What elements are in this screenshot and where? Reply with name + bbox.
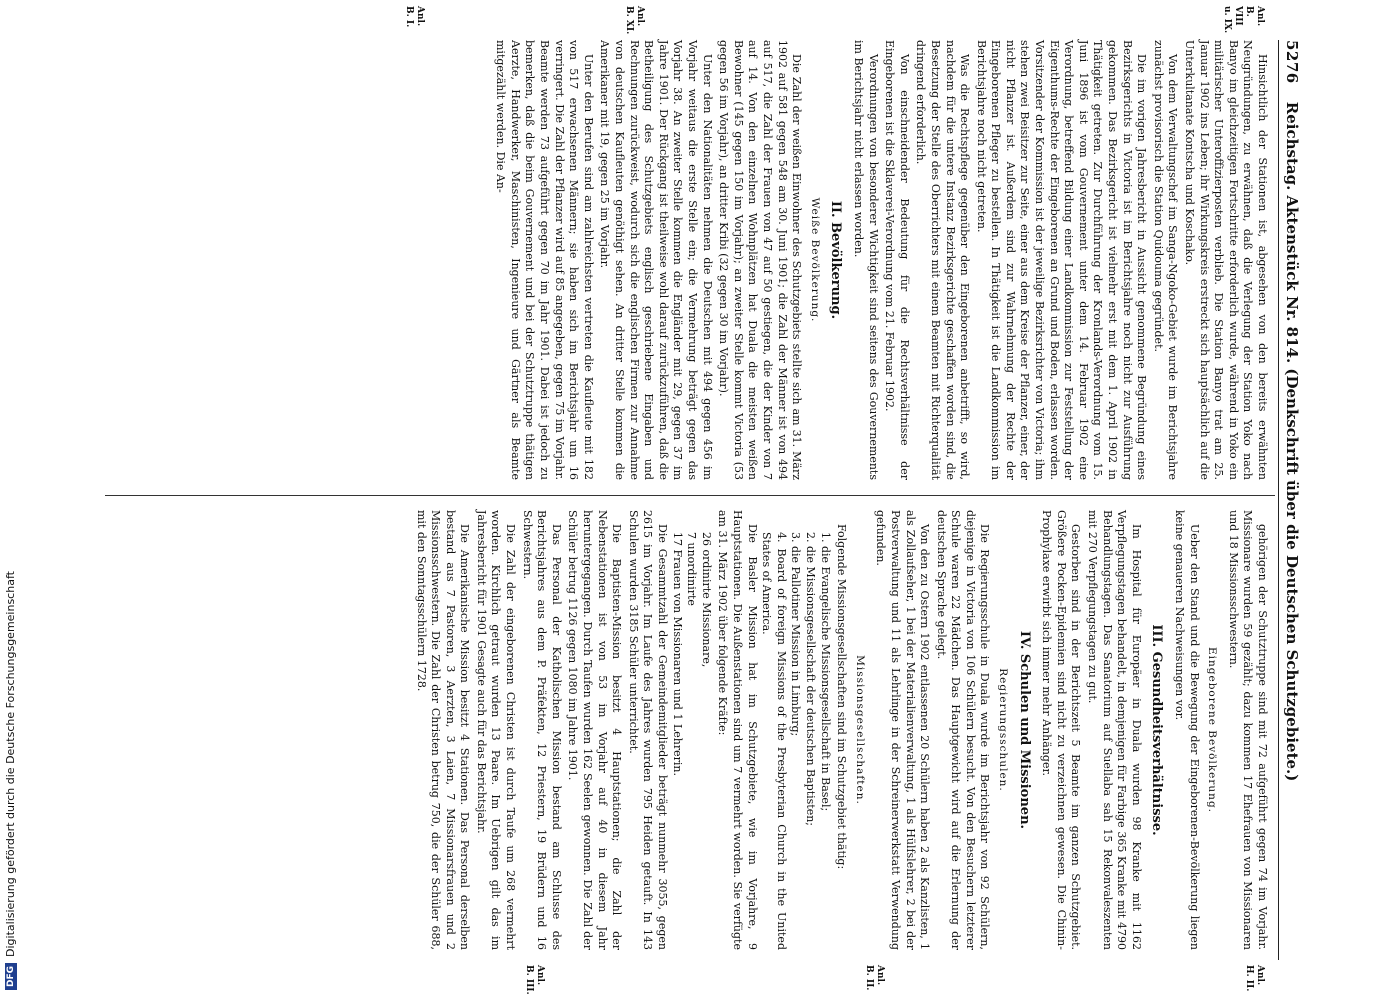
paragraph: Unter den Nationalitäten nehmen die Deutschen mit 494 gegen 456 im Vorjahr weitaus die erste Stelle ein; die Vermehrung beträgt gegen das Vorjahr 38. An zweiter Stelle kommen die Engländer mit 29, gegen 37 im Jahre 1901. Der Rückgang ist theilweise wohl darauf zurückzuführen, daß die Betheiligung des Schutzgebiets englisch geschriebene Eingaben und Rechnungen zurückweist, wodurch sich die englischen Firmen zur Annahme von deutschen Kaufleuten genöthigt sehen. An dritter Stelle kommen die Amerikaner mit 19, gegen 25 im Vorjahr. [598,40,714,480]
column-divider [105,495,1275,496]
section-heading: II. Bevölkerung. [828,200,844,320]
paragraph: Im Hospital für Europäer in Duala wurden 98 Kranke mit 1162 Verpflegungstagen behandelt, in demjenigen für Farbige 365 Kranke mit 4790 Behandlungstagen. Das Sanatorium auf Suellaba sah 15 Rekonvaleszenten mit 270 Verpflegungstagen zu gut. [1086,510,1143,950]
list-item: 26 ordinirte Missionare, [699,532,713,668]
right-column [411,510,1269,950]
subsection-heading: Weiße Bevölkerung. [808,197,821,323]
list-item: 3. die Pallotiner Mission in Limburg; [789,532,803,737]
page-number: 5276 [1283,40,1301,84]
paragraph: Die Gesammtzahl der Gemeindemitglieder beträgt nunmehr 3055, gegen 2615 im Vorjahr. Im Laufe des Jahres wurden 795 Heiden getauft. In 143 Schulen wurden 3185 Schüler unterrichtet. [626,510,670,950]
list-item: 1. die Evangelische Missionsgesellschaft in Basel; [818,532,832,812]
margin-note: Anl. B. III. [524,965,545,995]
mission-list [759,532,832,950]
left-column [491,40,1269,480]
margin-note: Anl. B. I. [404,6,425,28]
footer-text: Digitalisierung gefördert durch die Deutsche Forschungsgemeinschaft [4,571,17,957]
paragraph: Ueber den Stand und die Bewegung der Eingeborenen-Bevölkerung liegen keine genaueren Nachweisungen vor. [1173,510,1201,950]
list-item: 7 unordinirte [685,532,699,606]
paragraph: Von einschneidender Bedeutung für die Rechtsverhältnisse der Eingeborenen ist die Sklaverei-Verordnung vom 21. Februar 1902. [883,40,911,480]
paragraph: Von dem Verwaltungschef im Sanga-Ngoko-Gebiet wurde im Berichtsjahre zunächst provisorisch die Station Quidouma gegründet. [1151,40,1180,480]
section-heading: IV. Schulen und Missionen. [1016,630,1032,830]
paragraph: Was die Rechtspflege gegenüber den Eingeborenen anbetrifft, so wird, nachdem für die untere Instanz Bezirksgerichte geschaffen worden sind, die Besetzung der Stelle des Oberrichters mit einem Beamten mit Richterqualität dringend erforderlich. [914,40,972,480]
paragraph: Die Zahl der weißen Einwohner des Schutzgebiets stellte sich am 31. März 1902 auf 581 gegen 548 am 30. Juni 1901; die Zahl der Männer ist von 494 auf 517, die Zahl der Frauen von 47 auf 50 gestiegen, die der Kinder von 7 auf 14. Von den einzelnen Wohnplätzen hat Duala die meisten weißen Bewohner (145 gegen 150 im Vorjahr); an zweiter Stelle kommt Victoria (53 gegen 56 im Vorjahr), an dritter Kribi (32 gegen 30 im Vorjahr). [717,40,804,480]
list-item: 4. Board of foreign Missions of the Presbyterian Church in the United States of America. [760,532,788,950]
digitization-footer [4,10,17,990]
paragraph: Die Zahl der eingeborenen Christen ist durch Taufe um 268 vermehrt worden. Kirchlich getraut wurden 13 Paare. Im Uebrigen gilt das im Jahresbericht für 1901 Gesagte auch für das Berichtsjahr. [474,510,518,950]
paragraph: Die Amerikanische Mission besitzt 4 Stationen. Das Personal derselben bestand aus 7 Pastoren, 3 Aerzten, 3 Laien, 7 Missionarsfrauen und 2 Missionsschwestern. Die Zahl der Christen betrug 750, die der Schüler 688, mit den Sonntagsschülern 1728. [414,510,472,950]
list-item: 2. die Missionsgesellschaft der deutschen Baptisten; [803,532,817,827]
subsection-heading: Eingeborene Bevölkerung. [1206,646,1219,814]
margin-note: Anl. B. II. [864,965,885,991]
page-title: Reichstag. Aktenstück Nr. 814. (Denkschrift über die Deutschen Schutzgebiete.) [1283,101,1301,782]
dfg-logo: DFG [5,963,17,990]
margin-note: Anl. B. VIII u. IX. [1222,6,1265,34]
subsection-heading: Regierungsschulen. [997,668,1010,792]
paragraph: Die im vorigen Jahresbericht in Aussicht genommene Begründung eines Bezirksgerichts in Victoria ist im Berichtsjahre noch nicht zur Ausführung gekommen. Das Bezirksgericht ist vielmehr erst mit dem 1. April 1902 in Thätigkeit getreten. Zur Durchführung der Kronlands-Verordnung vom 15. Juni 1896 ist vom Gouvernement unter dem 14. Februar 1902 eine Verordnung, betreffend Bildung einer Landkommission zur Feststellung der Eigenthums-Rechte der Eingeborenen an Grund und Boden, erlassen worden. Vorsitzender der Kommission ist der jeweilige Bezirksrichter von Victoria; ihm stehen zwei Beisitzer zur Seite, einer aus dem Kreise der Pflanzer, einer, der nicht Pflanzer ist. Außerdem sind zur Wahrnehmung der Rechte der Eingeborenen Pfleger zu bestellen. In Thätigkeit ist die Landkommission im Berichtsjahre noch nicht getreten. [974,40,1149,480]
section-heading: III. Gesundheitsverhältnisse. [1149,624,1165,836]
paragraph: Die Regierungsschule in Duala wurde im Berichtsjahr von 92 Schülern, diejenige in Victoria von 106 Schülern besucht. Von den Besuchern letzterer Schule waren 22 Mädchen. Das Hauptgewicht wird auf die Erlernung der deutschen Sprache gelegt. [934,510,992,950]
paragraph: Das Personal der Katholischen Mission bestand am Schlusse des Berichtsjahres aus dem P. Präfekten, 12 Priestern, 19 Brüdern und 16 Schwestern. [520,510,563,950]
rotated-page-sheet [95,6,1305,995]
subsection-heading: Missionsgesellschaften. [853,655,866,805]
paragraph: Die Basler Mission hat im Schutzgebiete, wie im Vorjahre, 9 Hauptstationen. Die Außenstationen sind um 7 vermehrt worden. Sie verfügte am 31. März 1902 über folgende Kräfte: [716,510,759,950]
staff-list [669,532,713,950]
paragraph: Unter den Berufen sind am zahlreichsten vertreten die Kaufleute mit 182 von 517 erwachsenen Männern; sie haben sich im Berichtsjahr um 16 verringert. Die Zahl der Pflanzer wird auf 85 angegeben, gegen 75 im Vorjahr. Beamte werden 73 aufgeführt gegen 70 im Jahr 1901. Dabei ist jedoch zu bemerken, daß die beim Gouvernement und bei der Schutztruppe thätigen Aerzte, Handwerker, Maschinisten, Ingenieure und Gärtner als Beamte mitgezählt werden. Die An- [494,40,595,480]
paragraph: Verordnungen von besonderer Wichtigkeit sind seitens des Gouvernements im Berichtsjahr nicht erlassen worden. [851,40,880,480]
margin-note: Anl. H. II. [1244,965,1265,992]
paragraph: Von den zu Ostern 1902 entlassenen 20 Schülern haben 2 als Kanzlisten, 1 als Zollaufseher, 1 bei der Materialienverwaltung, 1 als Hülfslehrer, 2 bei der Postverwaltung und 11 als Lehrlinge in der Schreinerwerkstatt Verwendung gefunden. [874,510,932,950]
paragraph: Hinsichtlich der Stationen ist, abgesehen von den bereits erwähnten Neugründungen, zu erwähnen, daß die Verlegung der Station Yoko nach Banyo im gleichzeitigen Fortschritte erforderlich wurde, während in Yoko ein militärischer Unteroffizierposten verblieb. Die Station Banyo trat am 25. Januar 1902 ins Leben; ihr Wirkungskreis erstreckt sich hauptsächlich auf die Unterkultanate Kontscha und Koschako. [1183,40,1269,480]
margin-note: Anl. B. XI. [624,6,645,35]
page-header [1278,40,1305,960]
list-item: 17 Frauen von Missionaren und 1 Lehrerin. [670,532,684,776]
paragraph: Die Baptisten-Mission besitzt 4 Hauptstationen; die Zahl der Nebenstationen ist von 53 im Vorjahr auf 40 in diesem Jahr heruntergegangen. Durch Taufen wurden 162 Seelen gewonnen. Die Zahl der Schüler betrug 1126 gegen 1080 im Jahre 1901. [566,510,624,950]
paragraph: Folgende Missionsgesellschaften sind im Schutzgebiet thätig: [835,524,849,870]
paragraph: gehörigen der Schutztruppe sind mit 72 aufgeführt gegen 74 im Vorjahr. Missionare wurden 59 gezählt; dazu kommen 17 Ehefrauen von Missionaren und 18 Missionsschwestern. [1226,510,1269,950]
paragraph: Gestorben sind in der Berichtszeit 5 Beamte im ganzen Schutzgebiet. Größere Pocken-Epidemien sind nicht zu verzeichnen gewesen. Die Chinin-Prophylaxe erwirbt sich immer mehr Anhänger. [1040,510,1083,950]
